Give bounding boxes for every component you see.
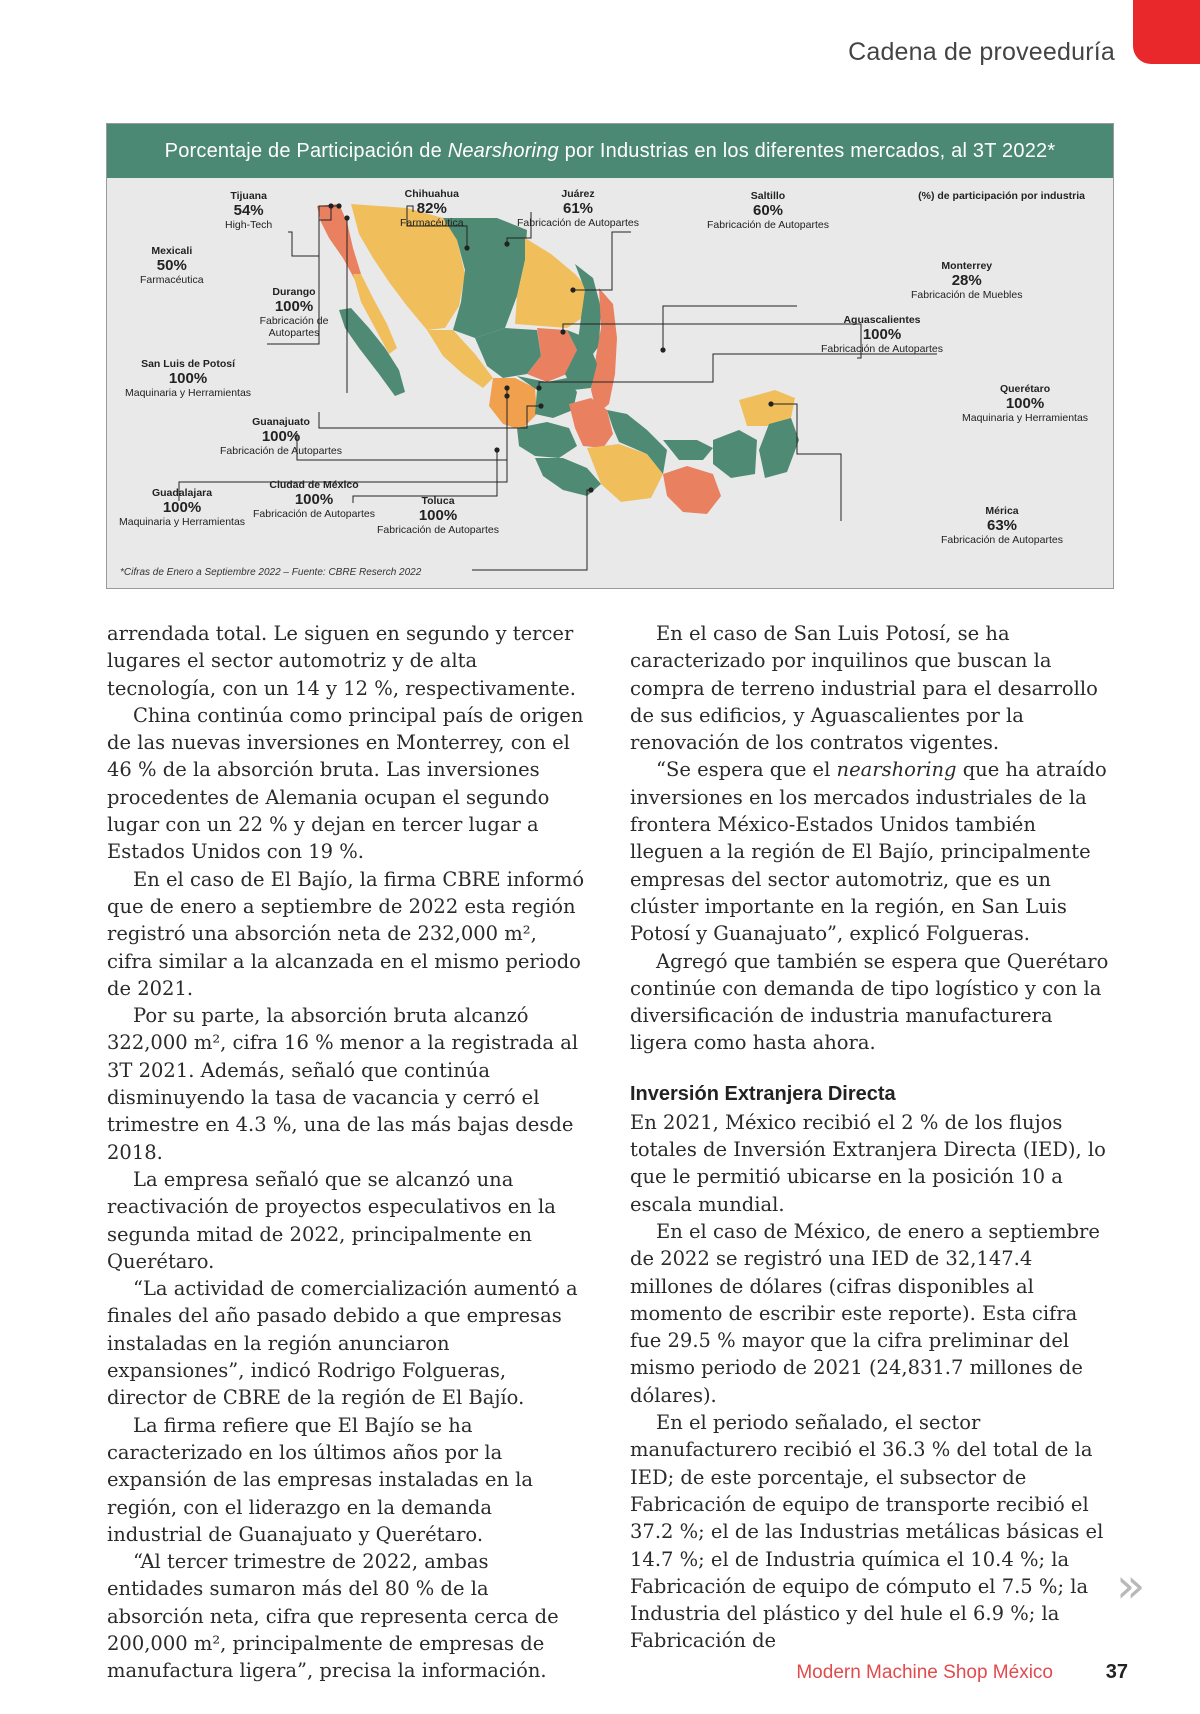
market-city: Chihuahua [404,188,459,200]
market-city: Mexicali [151,245,193,257]
market-industry: Fabricación de Autopartes [377,524,499,537]
paragraph: En 2021, México recibió el 2 % de los flujos totales de Inversión Extranjera Directa (IED), lo que le permitió ubicarse en la posición 10 a escala mundial. [630,1110,1106,1216]
market-city: Juárez [561,188,595,200]
paragraph: La firma refiere que El Bajío se ha caracterizado en los últimos años por la expansión de las empresas instaladas en la región, con el liderazgo en la demanda industrial de Guanajuato y Querétaro. [107,1413,534,1546]
market-label-monterrey [911,260,1022,301]
market-industry: Maquinaria y Herramientas [962,412,1089,425]
paragraph: China continúa como principal país de origen de las nuevas inversiones en Monterrey, con el 46 % de la absorción bruta. Las inversiones procedentes de Alemania ocupan el segundo lugar con un 22 % y dejan en tercer lugar a Estados Unidos con 19 %. [107,703,584,864]
article-column-left [107,620,587,1685]
paragraph-nearshoring-quote [630,756,1110,947]
region-nayarit-jalisco [489,378,537,430]
market-label-aguascalientes [821,314,943,355]
region-campeche [713,430,757,478]
market-industry: Fabricación de Muebles [911,289,1023,302]
map-regions [317,204,799,514]
market-city: Querétaro [999,383,1051,395]
region-quintana-roo [759,418,799,478]
market-percent: 100% [168,370,208,388]
market-city: Saltillo [750,190,786,202]
market-industry: Fabricación de Autopartes [821,343,943,356]
market-percent: 100% [261,428,301,446]
paragraph: Agregó que también se espera que Querétaro continúe con demanda de tipo logístico y con la diversificación de industria manufacturera ligera como hasta ahora. [630,949,1109,1055]
infographic-title-after: por Industrias en los diferentes mercados, al 3T 2022* [558,140,1056,162]
infographic-title-before: Porcentaje de Participación de [164,140,448,162]
market-percent: 82% [416,200,447,218]
legend-note: (%) de participación por industria [918,190,1085,202]
market-label-chihuahua [400,188,464,229]
market-label-san-luis-potosi [125,358,251,399]
market-city: San Luis de Potosí [141,358,235,370]
market-percent: 54% [233,202,264,220]
magazine-name: Modern Machine Shop México [796,1662,1053,1683]
source-note: *Cifras de Enero a Septiembre 2022 – Fuente: CBRE Reserch 2022 [120,567,422,578]
market-label-queretaro [962,383,1088,424]
market-label-juarez [517,188,639,229]
market-label-durango [253,286,335,339]
market-label-toluca [377,495,499,536]
infographic-title [107,124,1113,178]
market-percent: 60% [752,202,784,220]
next-page-icon: » [1116,1558,1146,1614]
market-city: Toluca [421,495,455,507]
region-tabasco [663,440,713,460]
market-label-ciudad-de-mexico [253,479,375,520]
paragraph: En el periodo señalado, el sector manufacturero recibió el 36.3 % del total de la IED; de este porcentaje, el subsector de Fabricación de equipo de transporte recibió el 37.2 %; el de las Industrias metálicas básicas el 14.7 %; el de Industria química el 10.4 %; la Fabricación de equipo de cómputo el 7.5 %; la Industria del plástico y del hule el 6.9 %; la Fabricación de [630,1411,1104,1653]
page-number: 37 [1105,1661,1128,1683]
paragraph: En el caso de México, de enero a septiembre de 2022 se registró una IED de 32,147.4 millones de dólares (cifras disponibles al momento de escribir este reporte). Esta cifra fue 29.5 % mayor que la cifra preliminar del mismo periodo de 2021 (24,831.7 millones de dólares). [630,1219,1100,1407]
market-industry: Fabricación de Autopartes [220,445,342,458]
market-city: Tijuana [230,190,267,202]
corner-color-tab [1133,0,1200,64]
market-industry: Maquinaria y Herramientas [119,516,246,529]
market-percent: 50% [156,257,187,275]
infographic-title-italic: Nearshoring [447,140,559,162]
region-coahuila [515,238,591,328]
market-industry: Fabricación de Autopartes [253,508,375,521]
paragraph: La empresa señaló que se alcanzó una reactivación de proyectos especulativos en la segunda mitad de 2022, principalmente en Querétaro. [107,1167,556,1273]
market-industry: Fabricación de Autopartes [259,315,329,340]
market-city: Ciudad de México [269,479,359,491]
market-percent: 100% [294,491,334,509]
article-column-right [630,620,1110,1655]
market-label-guadalajara [119,487,245,528]
paragraph: arrendada total. Le siguen en segundo y tercer lugares el sector automotriz y de alta tecnología, con un 14 y 12 %, respectivamente. [107,622,576,700]
quote-text-after: que ha atraído inversiones en los mercados industriales de la frontera México-Estados Unidos también lleguen a la región de El Bajío, principalmente empresas del sector automotriz, que es un clúster importante en la región, en San Luis Potosí y Guanajuato”, explicó Folgueras. [630,758,1107,946]
market-label-merida [941,505,1063,546]
market-industry: Fabricación de Autopartes [941,534,1063,547]
market-percent: 63% [986,517,1018,535]
market-city: Durango [272,286,316,298]
market-percent: 100% [162,499,202,517]
region-chiapas [663,466,721,514]
nearshoring-infographic [106,123,1114,589]
paragraph: “La actividad de comercialización aumentó a finales del año pasado debido a que empresas instaladas en la región anunciaron expansiones”, indicó Rodrigo Folgueras, director de CBRE de la región de El Bajío. [107,1277,578,1410]
region-michoacan [517,422,577,458]
market-industry: Fabricación de Autopartes [517,217,639,230]
paragraph: En el caso de San Luis Potosí, se ha caracterizado por inquilinos que buscan la compra de terreno industrial para el desarrollo de sus edificios, y Aguascalientes por la renovación de los contratos vigentes. [630,622,1098,755]
market-percent: 28% [951,272,982,290]
market-industry: Maquinaria y Herramientas [125,387,252,400]
quote-text-italic: nearshoring [836,758,957,782]
market-industry: Fabricación de Autopartes [707,219,829,232]
market-city: Mérica [985,505,1019,517]
market-label-mexicali [140,245,204,286]
market-label-guanajuato [220,416,342,457]
market-city: Monterrey [941,260,993,272]
quote-text-before: “Se espera que el [656,758,837,782]
paragraph: En el caso de El Bajío, la firma CBRE informó que de enero a septiembre de 2022 esta región registró una absorción neta de 232,000 m², cifra similar a la alcanzada en el mismo periodo de 2021. [107,867,585,1000]
market-percent: 100% [862,326,902,344]
paragraph: “Al tercer trimestre de 2022, ambas entidades sumaron más del 80 % de la absorción neta, cifra que representa cerca de 200,000 m², principalmente de empresas de manufactura ligera”, precisa la información. [107,1550,559,1683]
market-percent: 100% [1005,395,1045,413]
market-city: Aguascalientes [843,314,921,326]
market-label-saltillo [707,190,829,231]
market-industry: Farmacéutica [400,217,464,230]
market-city: Guadalajara [151,487,213,499]
market-label-tijuana [225,190,272,231]
market-percent: 100% [274,298,314,316]
market-city: Guanajuato [252,416,310,428]
section-title: Cadena de proveeduría [848,38,1115,66]
subheading: Inversión Extranjera Directa [630,1082,896,1105]
market-industry: Farmacéutica [140,274,204,287]
market-industry: High-Tech [225,219,273,232]
market-percent: 61% [562,200,594,218]
market-percent: 100% [418,507,458,525]
paragraph: Por su parte, la absorción bruta alcanzó 322,000 m², cifra 16 % menor a la registrada al 3T 2021. Además, señaló que continúa disminuyendo la tasa de vacancia y cerró el trimestre en 4.3 %, una de las más bajas desde 2018. [107,1004,579,1164]
